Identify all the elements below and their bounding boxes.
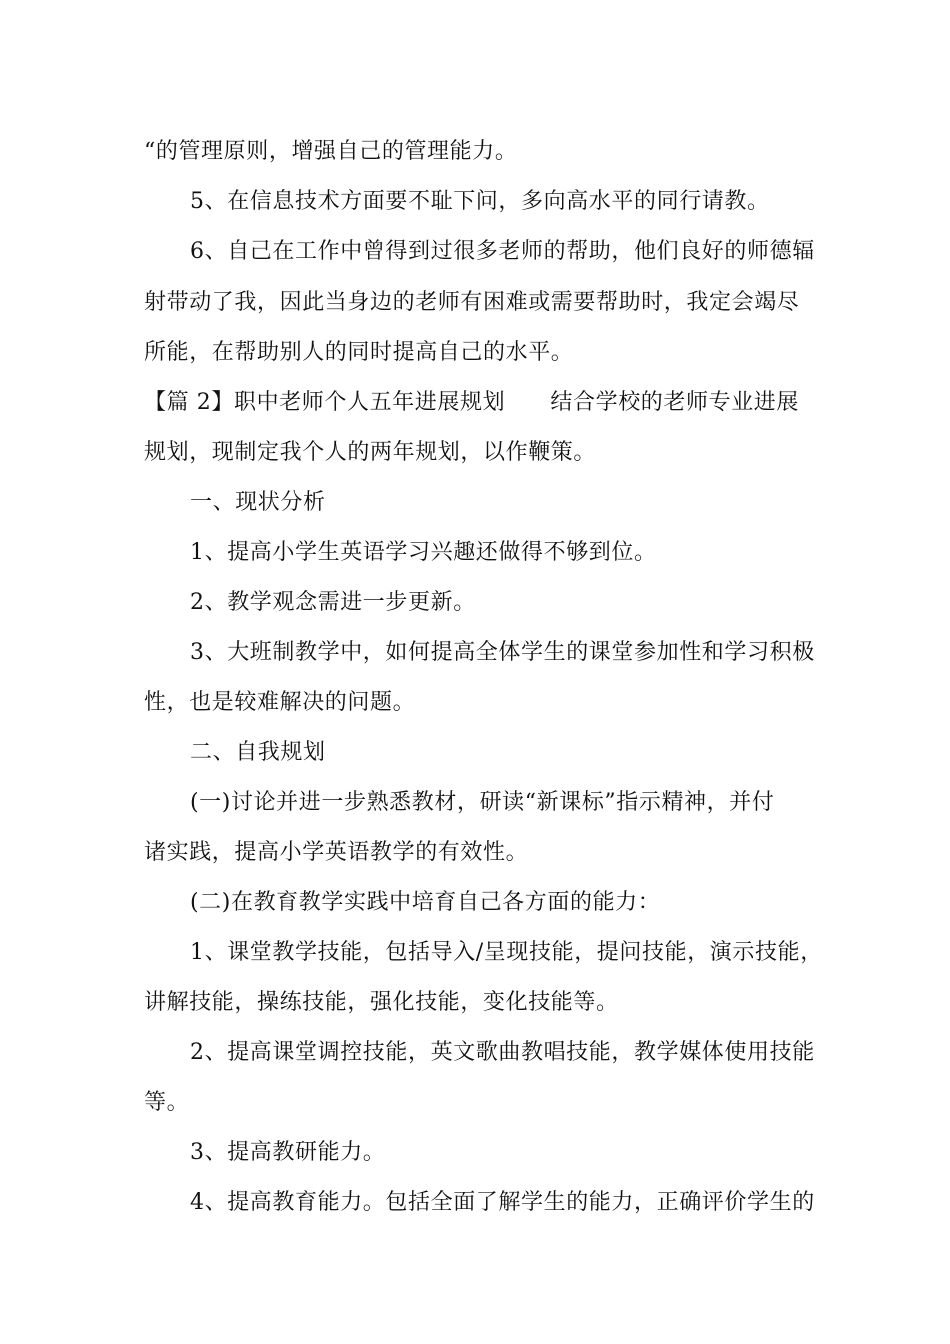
text-line: 诸实践，提高小学英语教学的有效性。: [144, 840, 529, 865]
text-line: 2、教学观念需进一步更新。: [190, 590, 476, 615]
text-line: 1、课堂教学技能，包括导入/呈现技能，提问技能，演示技能，: [190, 940, 823, 965]
text-line: 射带动了我，因此当身边的老师有困难或需要帮助时，我定会竭尽: [144, 290, 800, 315]
section-heading: 【篇 2】职中老师个人五年进展规划 结合学校的老师专业进展: [144, 390, 799, 415]
text-line: (二)在教育教学实践中培育自己各方面的能力：: [190, 890, 661, 915]
text-line: 5、在信息技术方面要不耻下问，多向高水平的同行请教。: [190, 189, 770, 214]
text-line: 等。: [144, 1090, 190, 1115]
text-line: 规划，现制定我个人的两年规划，以作鞭策。: [144, 440, 597, 465]
text-line: 性，也是较难解决的问题。: [144, 690, 416, 715]
subsection-heading: 二、自我规划: [190, 740, 326, 765]
text-line: 4、提高教育能力。包括全面了解学生的能力，正确评价学生的: [190, 1190, 815, 1215]
text-line: 所能，在帮助别人的同时提高自己的水平。: [144, 340, 574, 365]
text-line: 6、自己在工作中曾得到过很多老师的帮助，他们良好的师德辐: [190, 239, 815, 264]
text-line: “的管理原则，增强自己的管理能力。: [144, 139, 518, 164]
subsection-heading: 一、现状分析: [190, 490, 326, 515]
text-line: 3、大班制教学中，如何提高全体学生的课堂参加性和学习积极: [190, 640, 815, 665]
text-line: 讲解技能，操练技能，强化技能，变化技能等。: [144, 990, 619, 1015]
text-line: (一)讨论并进一步熟悉教材，研读“新课标”指示精神，并付: [190, 790, 775, 815]
text-line: 1、提高小学生英语学习兴趣还做得不够到位。: [190, 540, 657, 565]
text-line: 2、提高课堂调控技能，英文歌曲教唱技能，教学媒体使用技能: [190, 1040, 815, 1065]
text-line: 3、提高教研能力。: [190, 1140, 386, 1165]
